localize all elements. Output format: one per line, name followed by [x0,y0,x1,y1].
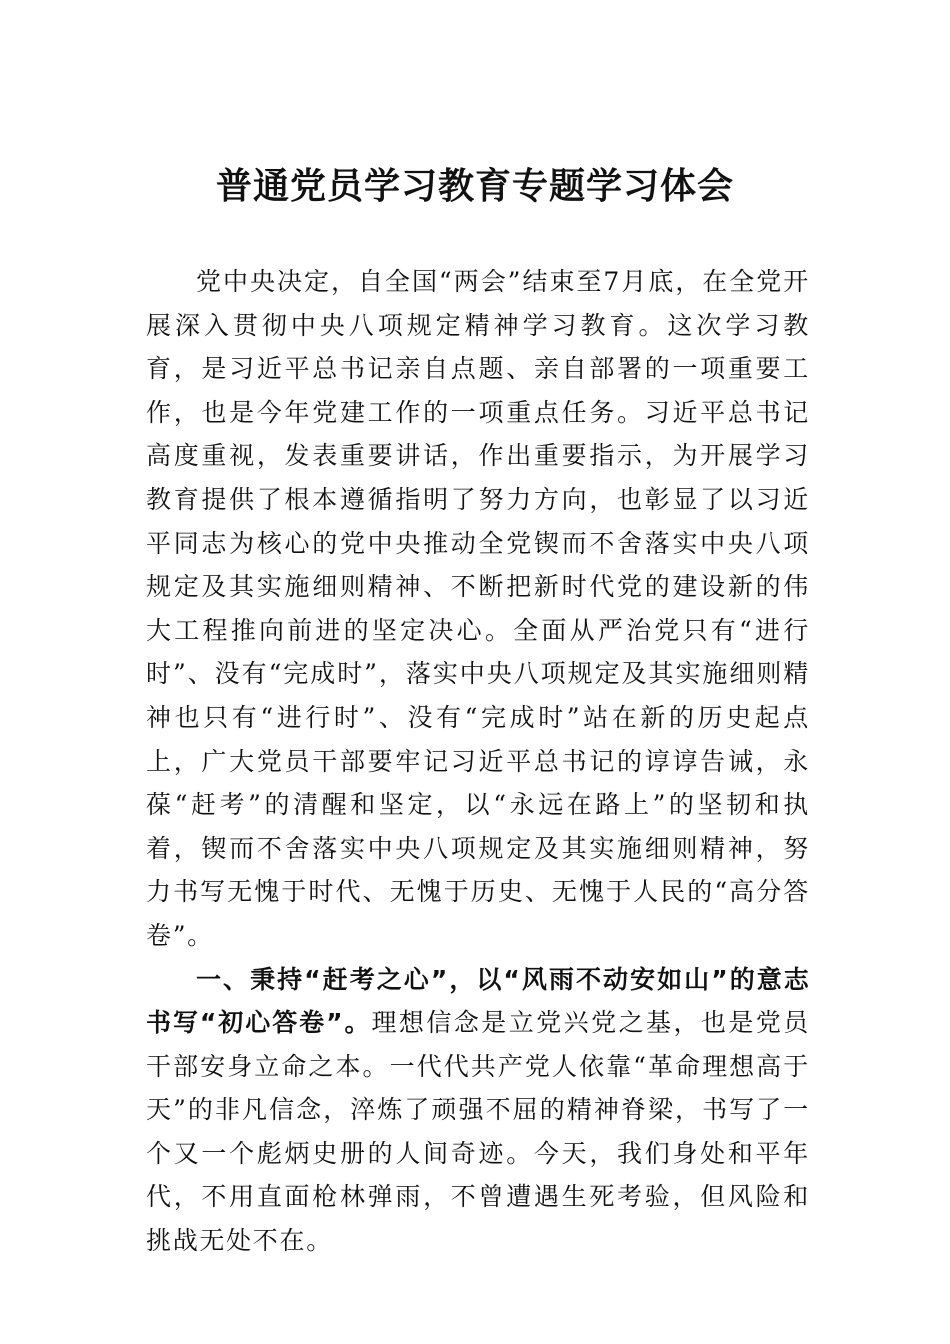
document-body [146,260,810,1263]
paragraph-intro: 党中央决定，自全国“两会”结束至7月底，在全党开展深入贯彻中央八项规定精神学习教育。这次学习教育，是习近平总书记亲自点题、亲自部署的一项重要工作，也是今年党建工作的一项重点任务。习近平总书记高度重视，发表重要讲话，作出重要指示，为开展学习教育提供了根本遵循指明了努力方向，也彰显了以习近平同志为核心的党中央推动全党锲而不舍落实中央八项规定及其实施细则精神、不断把新时代党的建设新的伟大工程推向前进的坚定决心。全面从严治党只有“进行时”、没有“完成时”，落实中央八项规定及其实施细则精神也只有“进行时”、没有“完成时”站在新的历史起点上，广大党员干部要牢记习近平总书记的谆谆告诫，永葆“赶考”的清醒和坚定，以“永远在路上”的坚韧和执着，锲而不舍落实中央八项规定及其实施细则精神，努力书写无愧于时代、无愧于历史、无愧于人民的“高分答卷”。 [146,267,810,950]
section-1-heading: 一、秉持“赶考之心”，以“风雨不动安如山”的意志书写“初心答卷”。 [146,964,810,1038]
document-title: 普通党员学习教育专题学习体会 [215,165,734,207]
paragraph-section-1 [146,958,810,1263]
section-1-text: 理想信念是立党兴党之基，也是党员干部安身立命之本。一代代共产党人依靠“革命理想高于天”的非凡信念，淬炼了顽强不屈的精神脊梁，书写了一个又一个彪炳史册的人间奇迹。今天，我们身处和平年代，不用直面枪林弹雨，不曾遭遇生死考验，但风险和挑战无处不在。 [146,1008,810,1256]
